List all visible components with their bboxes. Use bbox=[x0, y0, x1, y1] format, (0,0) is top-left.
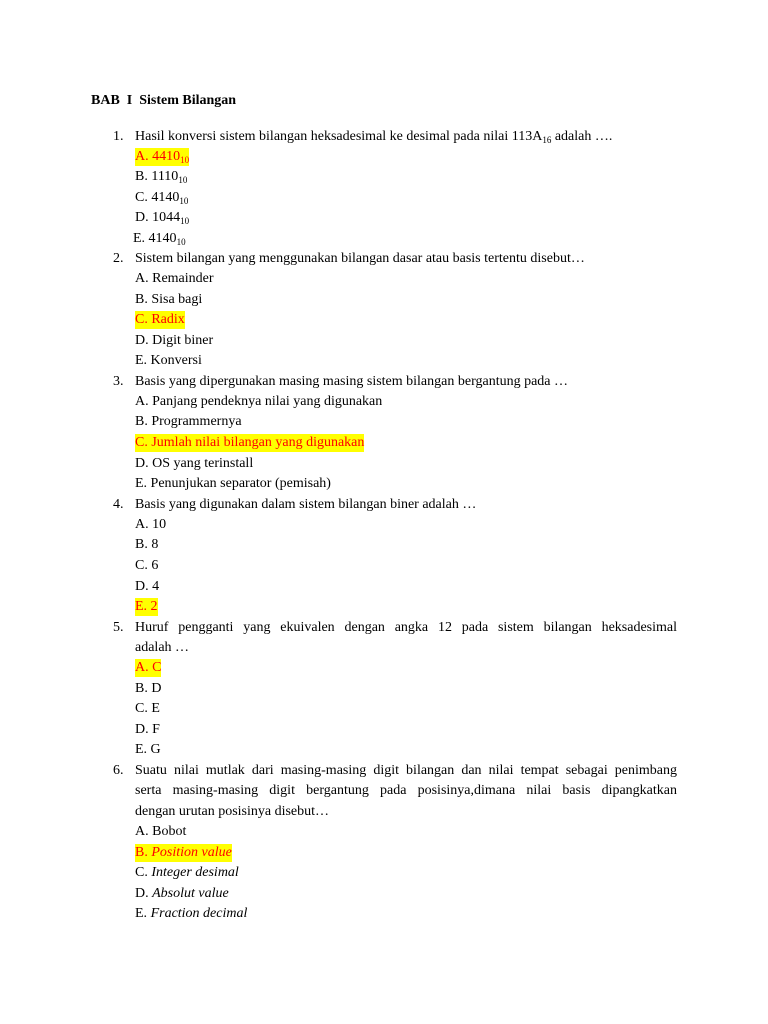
answer-highlight: C. Radix bbox=[135, 312, 185, 327]
answer-highlight: E. 2 bbox=[135, 599, 158, 614]
option-text: D. OS yang terinstall bbox=[135, 456, 254, 471]
option-text: C. $4140_{10}$ bbox=[135, 190, 189, 206]
question-text: Basis yang dipergunakan masing masing sistem bilangan bergantung pada … bbox=[135, 374, 569, 389]
answer-highlight: A. $4410_{10}$ bbox=[135, 149, 190, 165]
option-text: D. Absolut value bbox=[135, 886, 229, 901]
question-number: 2. bbox=[113, 251, 124, 266]
question-text-line-2: serta masing-masing digit bergantung pada posisinya,dimana nilai basis dipangkatkan bbox=[135, 783, 677, 798]
question-text-line-1: Huruf pengganti yang ekuivalen dengan angka 12 pada sistem bilangan heksadesimal bbox=[135, 620, 677, 635]
answer-highlight: C. Jumlah nilai bilangan yang digunakan bbox=[135, 435, 365, 450]
question-text: Basis yang digunakan dalam sistem bilangan biner adalah … bbox=[135, 497, 477, 512]
option-text: B. Sisa bagi bbox=[135, 292, 203, 307]
question-text-line-1: Suatu nilai mutlak dari masing-masing digit bilangan dan nilai tempat sebagai penimbang bbox=[135, 763, 677, 778]
option-text: C. E bbox=[135, 701, 160, 716]
option-text: E. G bbox=[135, 742, 161, 757]
question-number: 4. bbox=[113, 497, 124, 512]
option-text: A. Remainder bbox=[135, 271, 214, 286]
option-text: D. F bbox=[135, 722, 160, 737]
option-text: B. 8 bbox=[135, 537, 159, 552]
answer-highlight: A. C bbox=[135, 660, 162, 675]
option-text: D. 4 bbox=[135, 579, 160, 594]
option-text: C. Integer desimal bbox=[135, 865, 239, 880]
option-text: E. Fraction decimal bbox=[135, 906, 248, 921]
option-text: B. D bbox=[135, 681, 162, 696]
option-text: B. Programmernya bbox=[135, 414, 242, 429]
question-text: Sistem bilangan yang menggunakan bilangan dasar atau basis tertentu disebut… bbox=[135, 251, 585, 266]
question-number: 1. bbox=[113, 129, 124, 144]
question-text: Hasil konversi sistem bilangan heksadesimal ke desimal pada nilai $113A_{16}$ adalah …. bbox=[135, 129, 613, 145]
question-number: 3. bbox=[113, 374, 124, 389]
option-text: B. $1110_{10}$ bbox=[135, 169, 188, 185]
question-text-line-2: adalah … bbox=[135, 640, 190, 655]
answer-highlight: B. Position value bbox=[135, 845, 232, 860]
option-text: E. $4140_{10}$ bbox=[133, 231, 186, 247]
option-text: E. Konversi bbox=[135, 353, 202, 368]
chapter-title: BAB I Sistem Bilangan bbox=[91, 93, 237, 108]
option-text: D. Digit biner bbox=[135, 333, 214, 348]
option-text: E. Penunjukan separator (pemisah) bbox=[135, 476, 331, 491]
option-text: A. 10 bbox=[135, 517, 167, 532]
question-number: 6. bbox=[113, 763, 124, 778]
option-text: A. Panjang pendeknya nilai yang digunakan bbox=[135, 394, 383, 409]
option-text: C. 6 bbox=[135, 558, 159, 573]
option-text: A. Bobot bbox=[135, 824, 187, 839]
option-text: D. $1044_{10}$ bbox=[135, 210, 190, 226]
question-text-line-3: dengan urutan posisinya disebut… bbox=[135, 804, 330, 819]
question-number: 5. bbox=[113, 620, 124, 635]
